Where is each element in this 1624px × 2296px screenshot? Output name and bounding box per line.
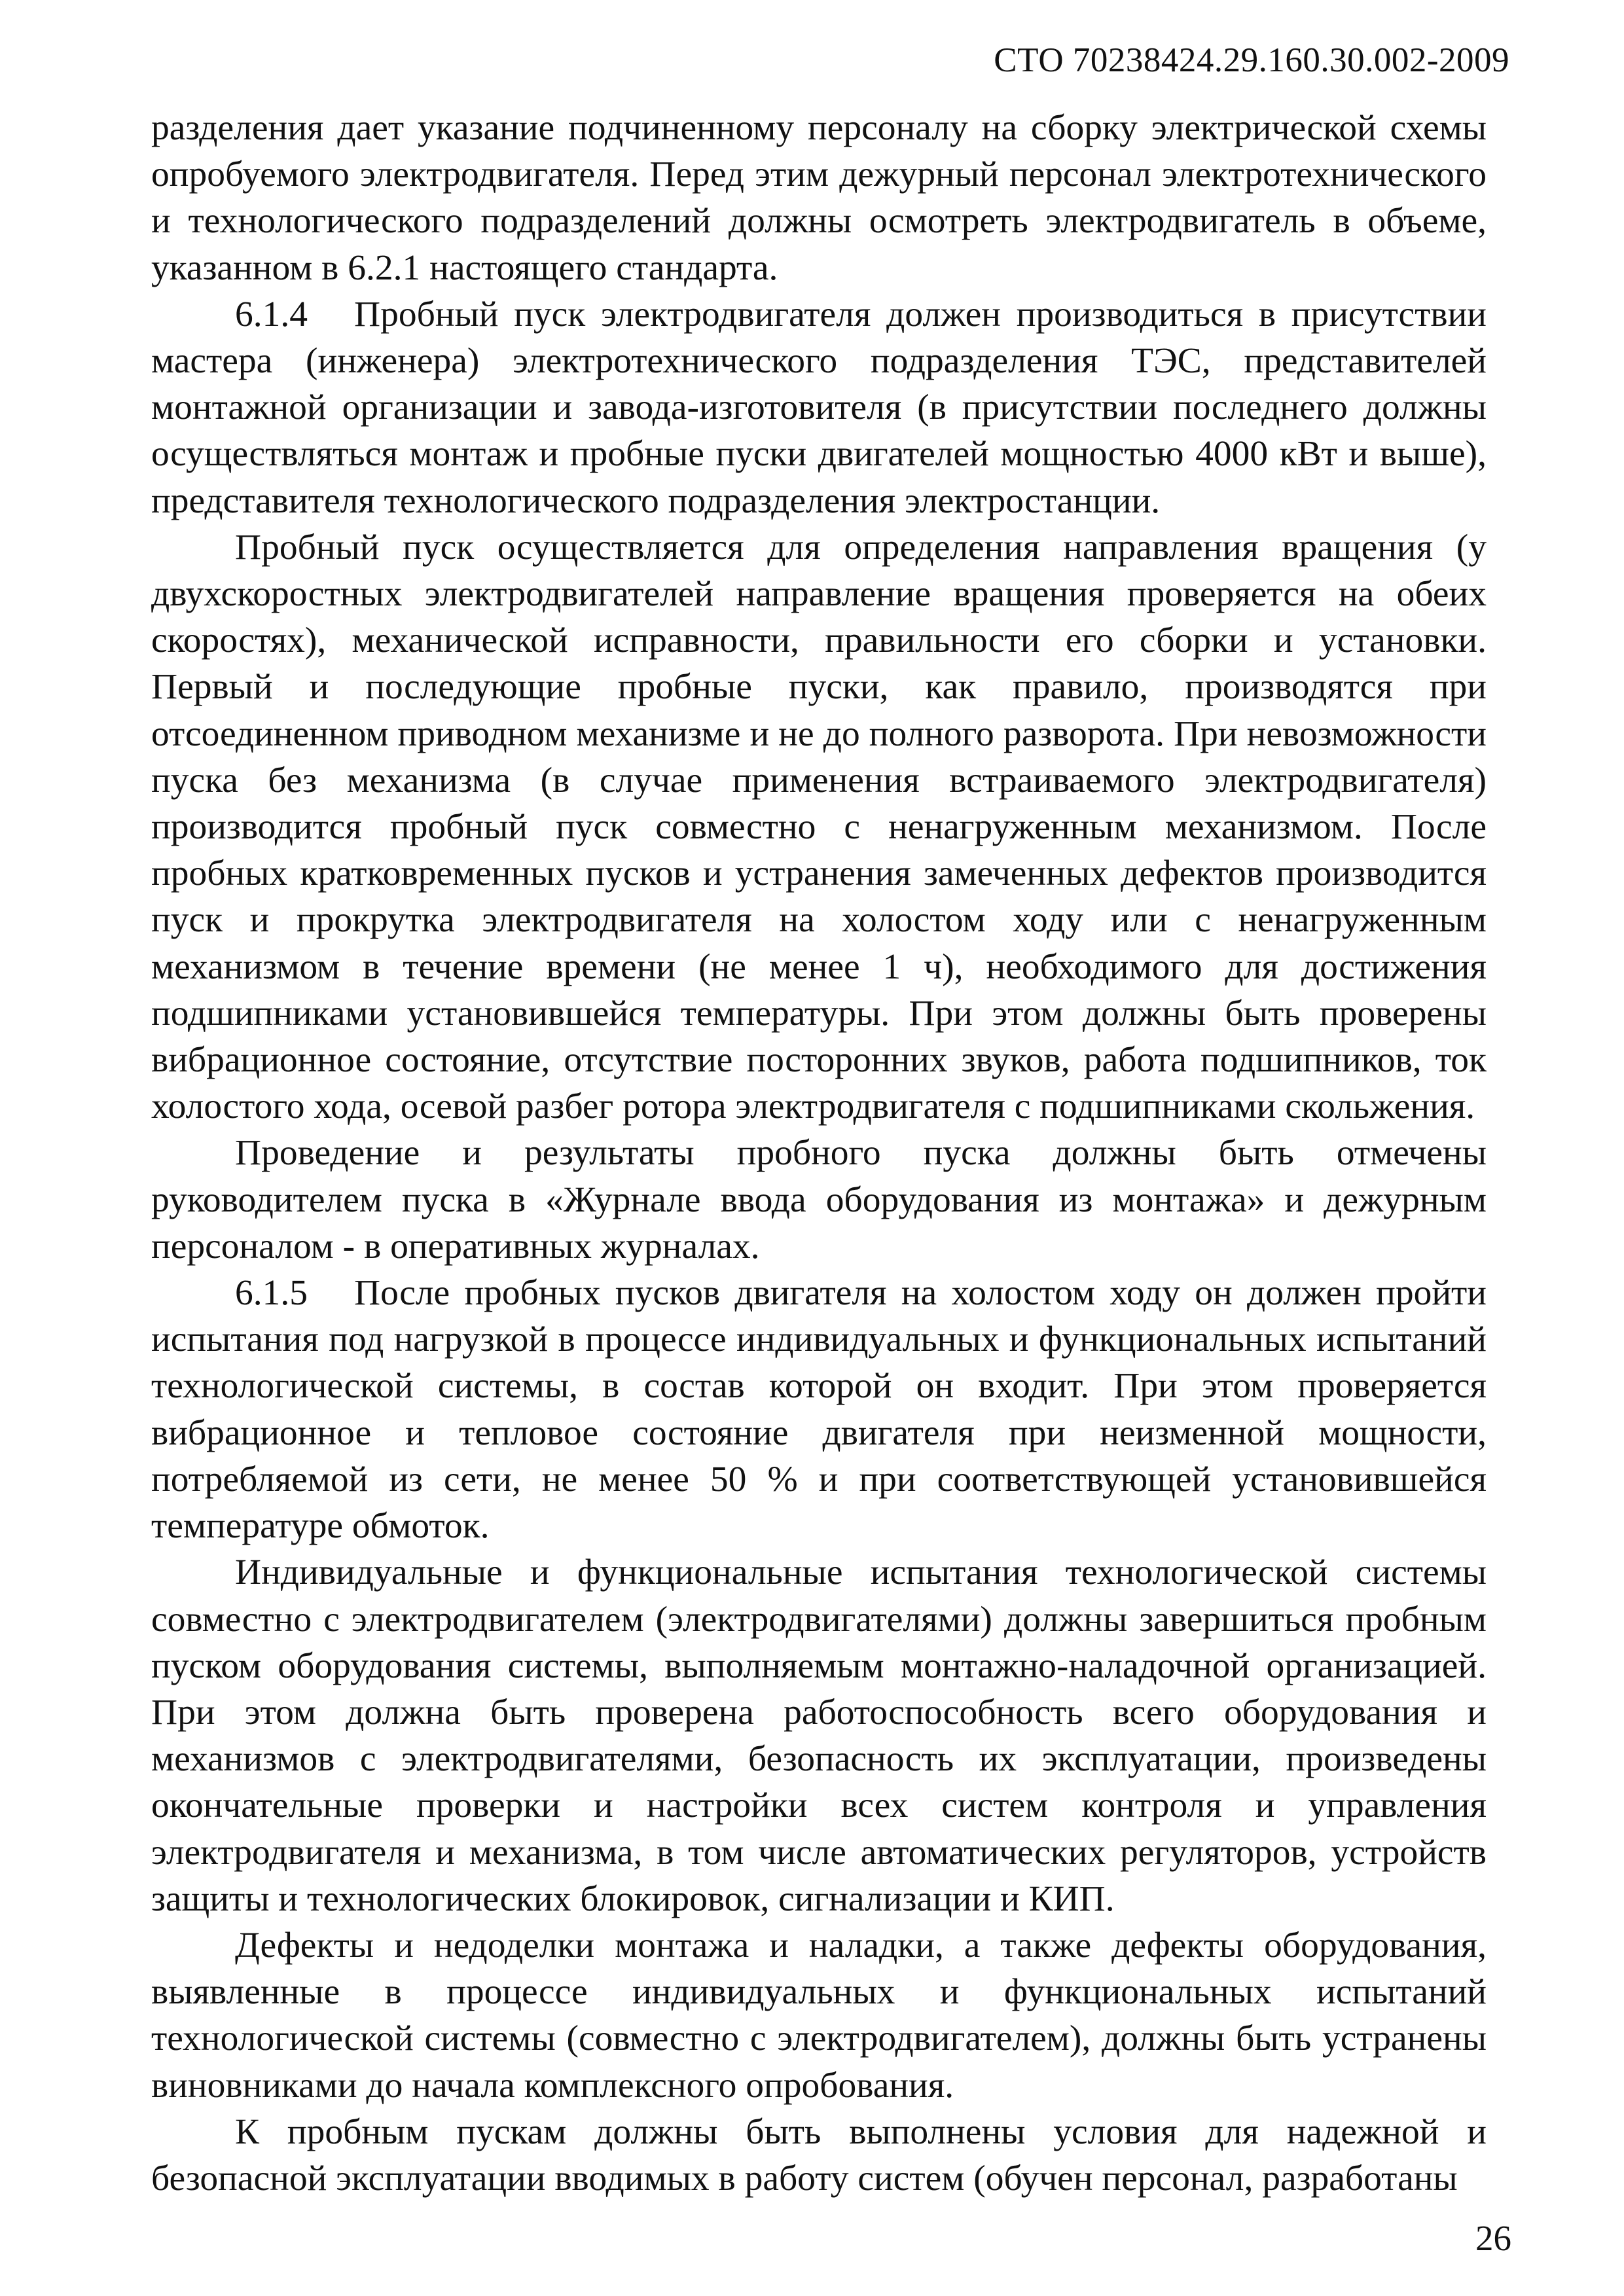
paragraph-text: Проведение и результаты пробного пуска должны быть отмечены руководителем пуска в «Журнале ввода оборудования из монтажа» и дежурным персоналом - в оперативных журналах. [151,1133,1487,1266]
clause-6-1-4 [151,291,1487,524]
clause-number: 6.1.4 [235,294,308,334]
paragraph-defects [151,1922,1487,2109]
paragraph-text: Индивидуальные и функциональные испытания технологической системы совместно с электродвигателем (электродвигателями) должны завершиться пробным пуском оборудования системы, выполняемым монтажно-наладочной организацией. При этом должна быть проверена работоспособность всего оборудования и механизмов с электродвигателями, безопасность их эксплуатации, произведены окончательные проверки и настройки всех систем контроля и управления электродвигателя и механизма, в том числе автоматических регуляторов, устройств защиты и технологических блокировок, сигнализации и КИП. [151,1552,1487,1919]
paragraph-trial-conditions [151,2109,1487,2202]
clause-6-1-5 [151,1270,1487,1549]
document-code-header: СТО 70238424.29.160.30.002-2009 [994,41,1509,79]
paragraph-text: После пробных пусков двигателя на холостом ходу он должен пройти испытания под нагрузкой в процессе индивидуальных и функциональных испытаний технологической системы, в состав которой он входит. При этом проверяется вибрационное и тепловое состояние двигателя при неизменной мощности, потребляемой из сети, не менее 50 % и при соответствующей установившейся температуре обмоток. [151,1273,1487,1547]
paragraph-text: Дефекты и недоделки монтажа и наладки, а также дефекты оборудования, выявленные в процессе индивидуальных и функциональных испытаний технологической системы (совместно с электродвигателем), должны быть устранены виновниками до начала комплексного опробования. [151,1925,1487,2106]
paragraph-trial-start-purpose [151,524,1487,1130]
page-body [151,105,1487,2202]
paragraph-continuation [151,105,1487,291]
paragraph-trial-start-records [151,1130,1487,1270]
paragraph-system-tests [151,1549,1487,1922]
page-number: 26 [1475,2218,1511,2258]
paragraph-text: К пробным пускам должны быть выполнены условия для надежной и безопасной эксплуатации вводимых в работу систем (обучен персонал, разработаны [151,2111,1487,2198]
clause-number: 6.1.5 [235,1273,308,1314]
paragraph-text: Пробный пуск электродвигателя должен производиться в присутствии мастера (инженера) электротехнического подразделения ТЭС, представителей монтажной организации и завода-изготовителя (в присутствии последнего должны осуществляться монтаж и пробные пуски двигателей мощностью 4000 кВт и выше), представителя технологического подразделения электростанции. [151,294,1487,521]
paragraph-text: Пробный пуск осуществляется для определения направления вращения (у двухскоростных электродвигателей направление вращения проверяется на обеих скоростях), механической исправности, правильности его сборки и установки. Первый и последующие пробные пуски, как правило, производятся при отсоединенном приводном механизме и не до полного разворота. При невозможности пуска без механизма (в случае применения встраиваемого электродвигателя) производится пробный пуск совместно с ненагруженным механизмом. После пробных кратковременных пусков и устранения замеченных дефектов производится пуск и прокрутка электродвигателя на холостом ходу или с ненагруженным механизмом в течение времени (не менее 1 ч), необходимого для достижения подшипниками установившейся температуры. При этом должны быть проверены вибрационное состояние, отсутствие посторонних звуков, работа подшипников, ток холостого хода, осевой разбег ротора электродвигателя с подшипниками скольжения. [151,527,1487,1127]
paragraph-text: разделения дает указание подчиненному персоналу на сборку электрической схемы опробуемого электродвигателя. Перед этим дежурный персонал электротехнического и технологического подразделений должны осмотреть электродвигатель в объеме, указанном в 6.2.1 настоящего стандарта. [151,108,1487,288]
